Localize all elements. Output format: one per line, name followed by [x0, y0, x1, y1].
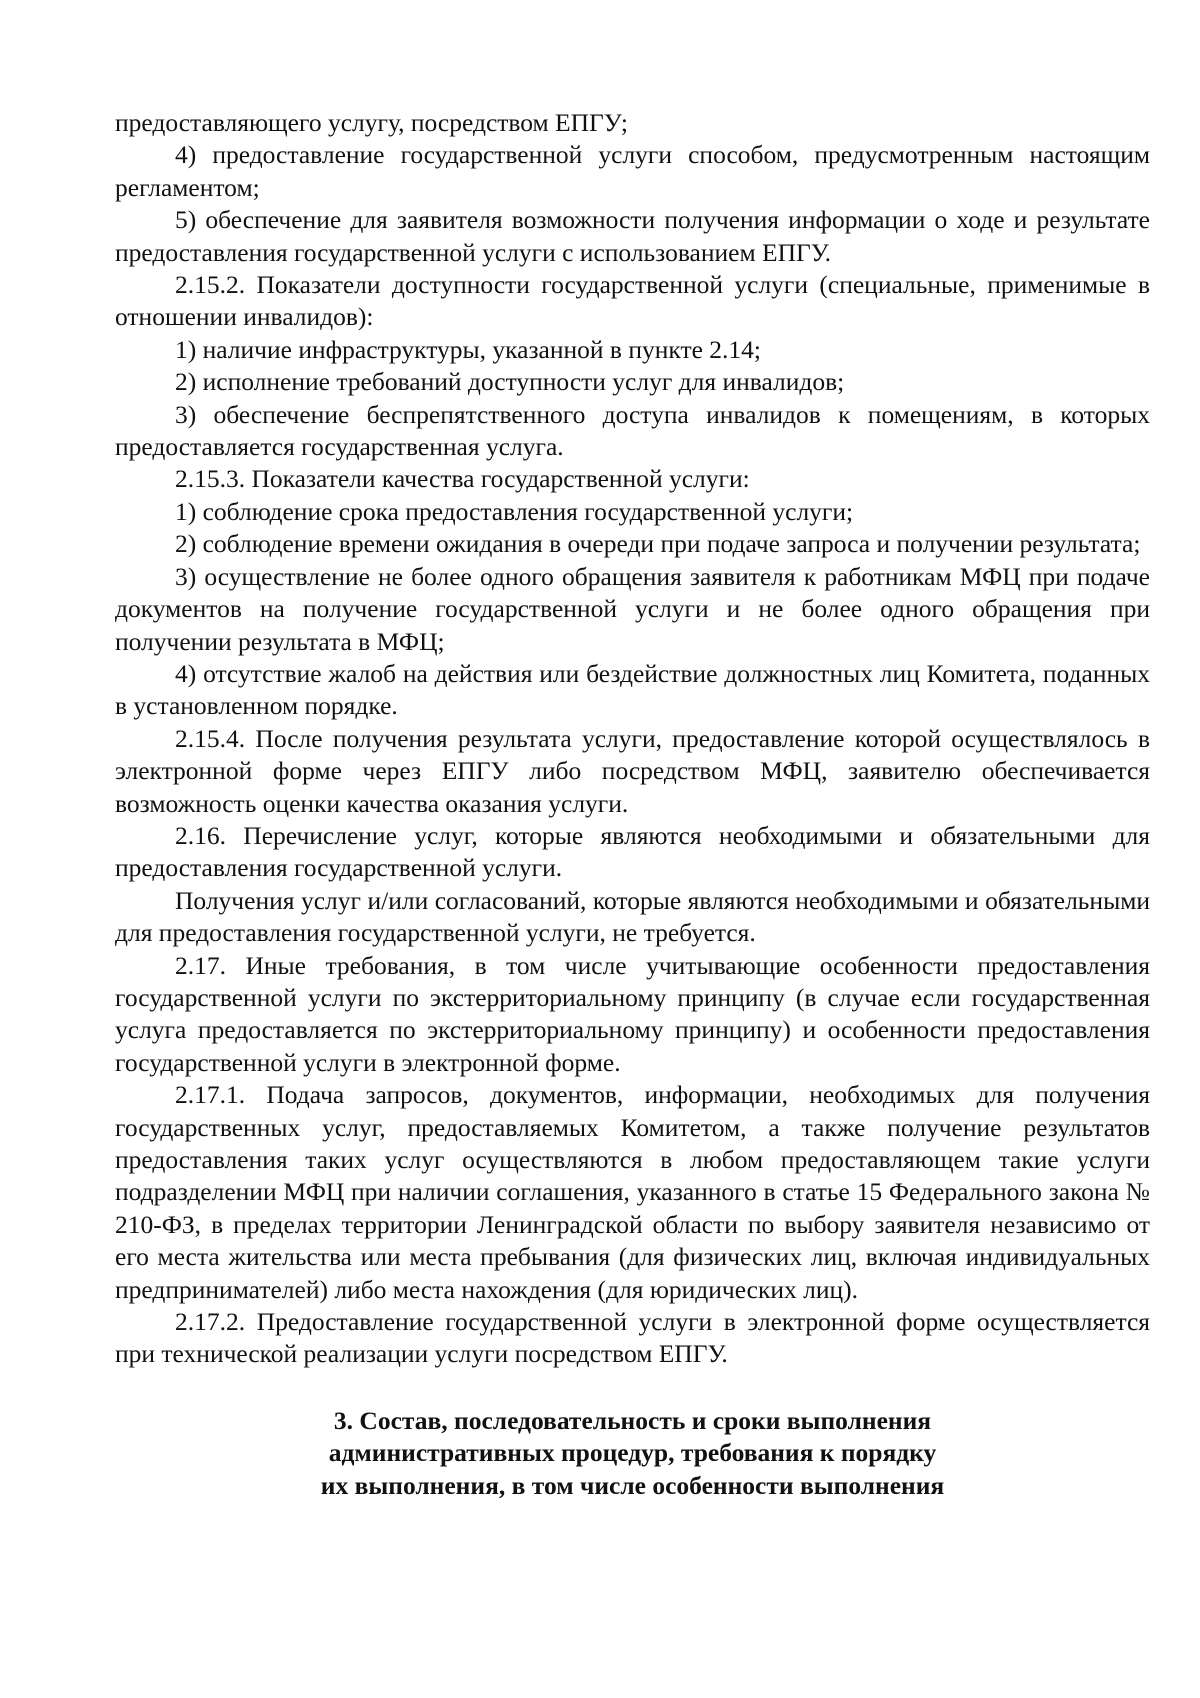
paragraph: 2) исполнение требований доступности услуг для инвалидов; [175, 367, 845, 397]
paragraph: 3) осуществление не более одного обращения заявителя к работникам МФЦ при подаче документов на получение государственной услуги и не более одного обращения при получении результата в МФЦ; [115, 561, 1150, 656]
section-heading-line: их выполнения, в том числе особенности выполнения [320, 1470, 945, 1500]
paragraph: предоставляющего услугу, посредством ЕПГУ; [115, 108, 628, 137]
paragraph: 2.16. Перечисление услуг, которые являются необходимыми и обязательными для предоставления государственной услуги. [115, 820, 1150, 883]
paragraph: 3) обеспечение беспрепятственного доступа инвалидов к помещениям, в которых предоставляется государственная услуга. [115, 399, 1150, 462]
document-page [115, 107, 1150, 1502]
paragraph: 2.15.4. После получения результата услуги, предоставление которой осуществлялось в электронной форме через ЕПГУ либо посредством МФЦ, заявителю обеспечивается возможность оценки качества оказания услуги. [115, 723, 1150, 818]
paragraph: 4) предоставление государственной услуги способом, предусмотренным настоящим регламентом; [115, 140, 1150, 202]
paragraph: 2) соблюдение времени ожидания в очереди при подаче запроса и получении результата; [175, 529, 1141, 559]
paragraph: 2.17.1. Подача запросов, документов, информации, необходимых для получения государственных услуг, предоставляемых Комитетом, а также получение результатов предоставления таких услуг осуществляются в любом предоставляющем такие услуги подразделении МФЦ при наличии соглашения, указанного в статье 15 Федерального закона № 210-ФЗ, в пределах территории Ленинградской области по выбору заявителя независимо от его места жительства или места пребывания (для физических лиц, включая индивидуальных предпринимателей) либо места нахождения (для юридических лиц). [115, 1080, 1150, 1304]
paragraph: 2.17. Иные требования, в том числе учитывающие особенности предоставления государственной услуги по экстерриториальному принципу (в случае если государственная услуга предоставляется по экстерриториальному принципу) и особенности предоставления государственной услуги в электронной форме. [115, 950, 1150, 1077]
paragraph: 1) наличие инфраструктуры, указанной в пункте 2.14; [175, 334, 761, 364]
paragraph: 2.15.3. Показатели качества государственной услуги: [175, 464, 750, 494]
section-heading-line: 3. Состав, последовательность и сроки выполнения [333, 1405, 932, 1435]
paragraph: 1) соблюдение срока предоставления государственной услуги; [175, 496, 854, 526]
paragraph: 5) обеспечение для заявителя возможности получения информации о ходе и результате предоставления государственной услуги с использованием ЕПГУ. [115, 205, 1150, 267]
section-heading [115, 1405, 1150, 1502]
paragraph: 4) отсутствие жалоб на действия или бездействие должностных лиц Комитета, поданных в установленном порядке. [115, 658, 1150, 721]
section-heading-line: административных процедур, требования к порядку [328, 1438, 937, 1468]
paragraph: Получения услуг и/или согласований, которые являются необходимыми и обязательными для предоставления государственной услуги, не требуется. [115, 885, 1150, 948]
body-text [115, 107, 1150, 1371]
paragraph: 2.15.2. Показатели доступности государственной услуги (специальные, применимые в отношении инвалидов): [115, 270, 1150, 332]
paragraph: 2.17.2. Предоставление государственной услуги в электронной форме осуществляется при технической реализации услуги посредством ЕПГУ. [115, 1307, 1150, 1369]
